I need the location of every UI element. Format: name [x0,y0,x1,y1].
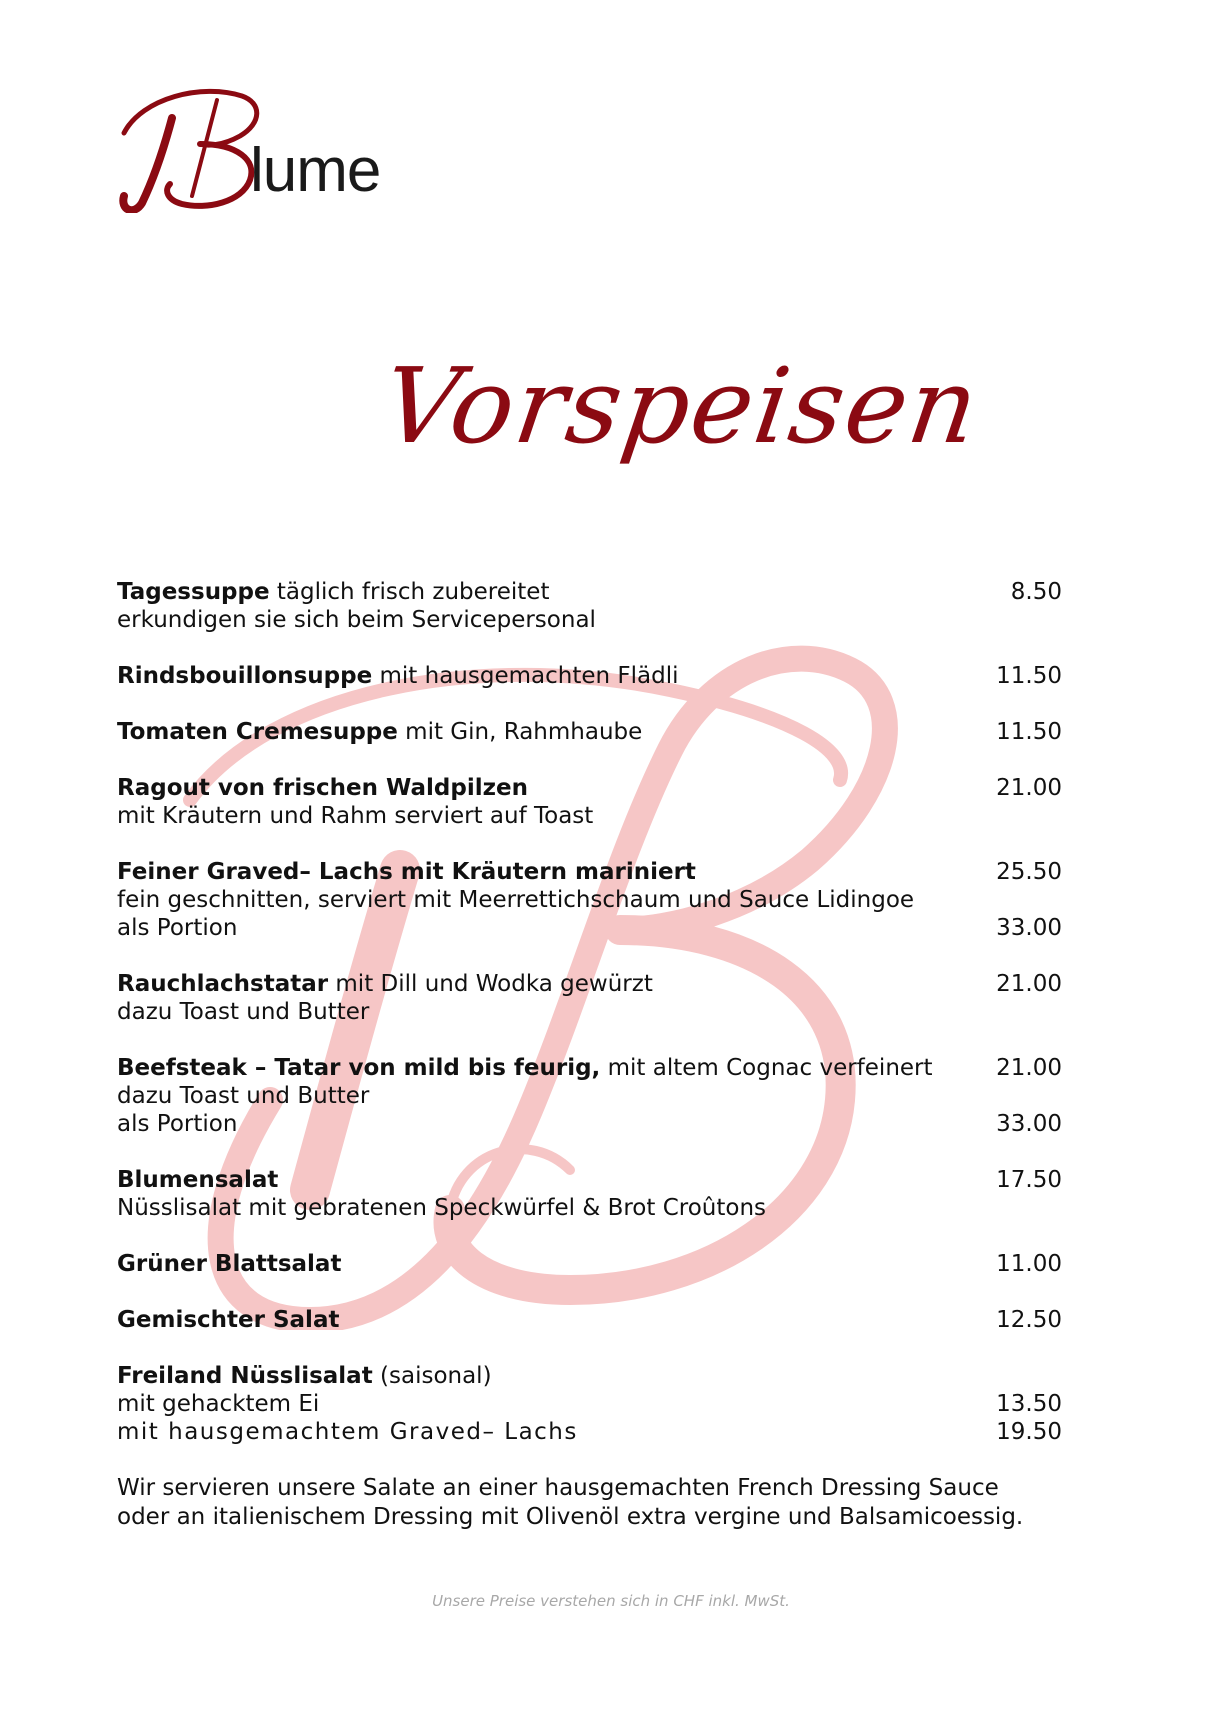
menu-line [117,1250,1062,1278]
dish-description: als Portion [117,1111,238,1137]
menu-line-text [117,578,972,606]
dish-description: fein geschnitten, serviert mit Meerrettichschaum und Sauce Lidingoe [117,887,915,913]
dish-description: Nüsslisalat mit gebratenen Speckwürfel & Brot Croûtons [117,1195,767,1221]
dish-name: Tomaten Cremesuppe [117,719,398,745]
menu-line-text [117,606,972,634]
dish-name: Ragout von frischen Waldpilzen [117,775,528,801]
dish-price: 33.00 [996,915,1062,941]
menu-line-text [117,1082,972,1110]
menu-line-text [117,1110,972,1138]
menu-line-text [117,662,972,690]
menu-line-text [117,858,972,886]
menu-line-text [117,718,972,746]
menu-line-text [117,1418,972,1446]
dressing-note [117,1474,1062,1532]
dish-price [972,1082,1062,1110]
dish-price [972,886,1062,914]
menu-item [117,1166,1062,1222]
menu-line [117,662,1062,690]
dish-price: 8.50 [1010,579,1062,605]
dish-description: mit hausgemachtem Graved– Lachs [117,1419,578,1445]
menu-line [117,1194,1062,1222]
menu-line-text [117,1054,972,1082]
dish-description: mit hausgemachten Flädli [372,663,679,689]
menu-line [117,606,1062,634]
menu-line [117,1418,1062,1446]
dish-name: Tagessuppe [117,579,270,605]
dish-description: mit Kräutern und Rahm serviert auf Toast [117,803,594,829]
dish-description: mit Gin, Rahmhaube [397,719,643,745]
logo-b-icon [112,78,272,213]
menu-line-text [117,1390,972,1418]
menu-line [117,1054,1062,1082]
dish-name: Grüner Blattsalat [117,1251,342,1277]
dish-price: 21.00 [996,971,1062,997]
dish-description: mit gehacktem Ei [117,1391,320,1417]
dish-name: Freiland Nüsslisalat [117,1363,373,1389]
menu-item [117,774,1062,830]
page-title: Vorspeisen [375,345,988,467]
dish-price: 13.50 [996,1391,1062,1417]
dressing-note-line: Wir servieren unsere Salate an einer hausgemachten French Dressing Sauce [117,1475,999,1501]
dish-description: als Portion [117,915,238,941]
dish-price: 17.50 [996,1167,1062,1193]
dish-description: (saisonal) [372,1363,492,1389]
menu-line-text [117,886,972,914]
menu-line [117,802,1062,830]
menu-item [117,970,1062,1026]
dish-description: mit altem Cognac verfeinert [600,1055,933,1081]
dish-description: täglich frisch zubereitet [269,579,550,605]
menu-line [117,578,1062,606]
menu-line [117,886,1062,914]
dish-name: Rauchlachstatar [117,971,329,997]
dish-price: 25.50 [996,859,1062,885]
dish-name: Gemischter Salat [117,1307,340,1333]
menu-line-text [117,1166,972,1194]
section-heading [375,336,988,516]
menu-line [117,1110,1062,1138]
dish-price: 21.00 [996,775,1062,801]
menu-line-text [117,1250,972,1278]
logo-wordmark: lume [250,136,381,205]
dressing-note-line: oder an italienischem Dressing mit Olivenöl extra vergine und Balsamicoessig. [117,1504,1024,1530]
dish-name: Rindsbouillonsuppe [117,663,373,689]
menu-item [117,1250,1062,1278]
menu-line [117,774,1062,802]
menu-item [117,1362,1062,1446]
menu-line-text [117,970,972,998]
blume-logo [112,78,432,218]
dish-price: 11.00 [996,1251,1062,1277]
dish-description: erkundigen sie sich beim Servicepersonal [117,607,596,633]
menu-item [117,578,1062,634]
menu-line-text [117,914,972,942]
menu-line-text [117,774,972,802]
dish-price: 33.00 [996,1111,1062,1137]
dish-price: 21.00 [996,1055,1062,1081]
dish-price: 19.50 [996,1419,1062,1445]
dish-price: 12.50 [996,1307,1062,1333]
menu-line-text [117,802,972,830]
dish-price [972,1194,1062,1222]
dish-description: dazu Toast und Butter [117,999,370,1025]
dish-price: 11.50 [996,663,1062,689]
menu-line [117,858,1062,886]
menu-item [117,1054,1062,1138]
menu-line [117,998,1062,1026]
menu-item [117,718,1062,746]
dish-price: 11.50 [996,719,1062,745]
menu-item [117,1306,1062,1334]
dish-name: Blumensalat [117,1167,279,1193]
dish-price [972,998,1062,1026]
menu-line-text [117,1362,972,1390]
menu-line-text [117,1306,972,1334]
dish-price [972,606,1062,634]
menu-list [117,578,1062,1532]
dish-name: Feiner Graved– Lachs mit Kräutern mariniert [117,859,696,885]
menu-item [117,858,1062,942]
dish-description: dazu Toast und Butter [117,1083,370,1109]
menu-line [117,1362,1062,1390]
menu-line [117,970,1062,998]
menu-line [117,1390,1062,1418]
dish-price [972,802,1062,830]
menu-line [117,1166,1062,1194]
dish-description: mit Dill und Wodka gewürzt [328,971,653,997]
menu-item [117,662,1062,690]
menu-line [117,1306,1062,1334]
menu-line-text [117,998,972,1026]
menu-line [117,914,1062,942]
menu-line [117,1082,1062,1110]
menu-line [117,718,1062,746]
menu-line-text [117,1194,972,1222]
dish-name: Beefsteak – Tatar von mild bis feurig, [117,1055,601,1081]
dish-price [972,1362,1062,1390]
price-note: Unsere Preise verstehen sich in CHF inkl. MwSt. [432,1592,790,1610]
